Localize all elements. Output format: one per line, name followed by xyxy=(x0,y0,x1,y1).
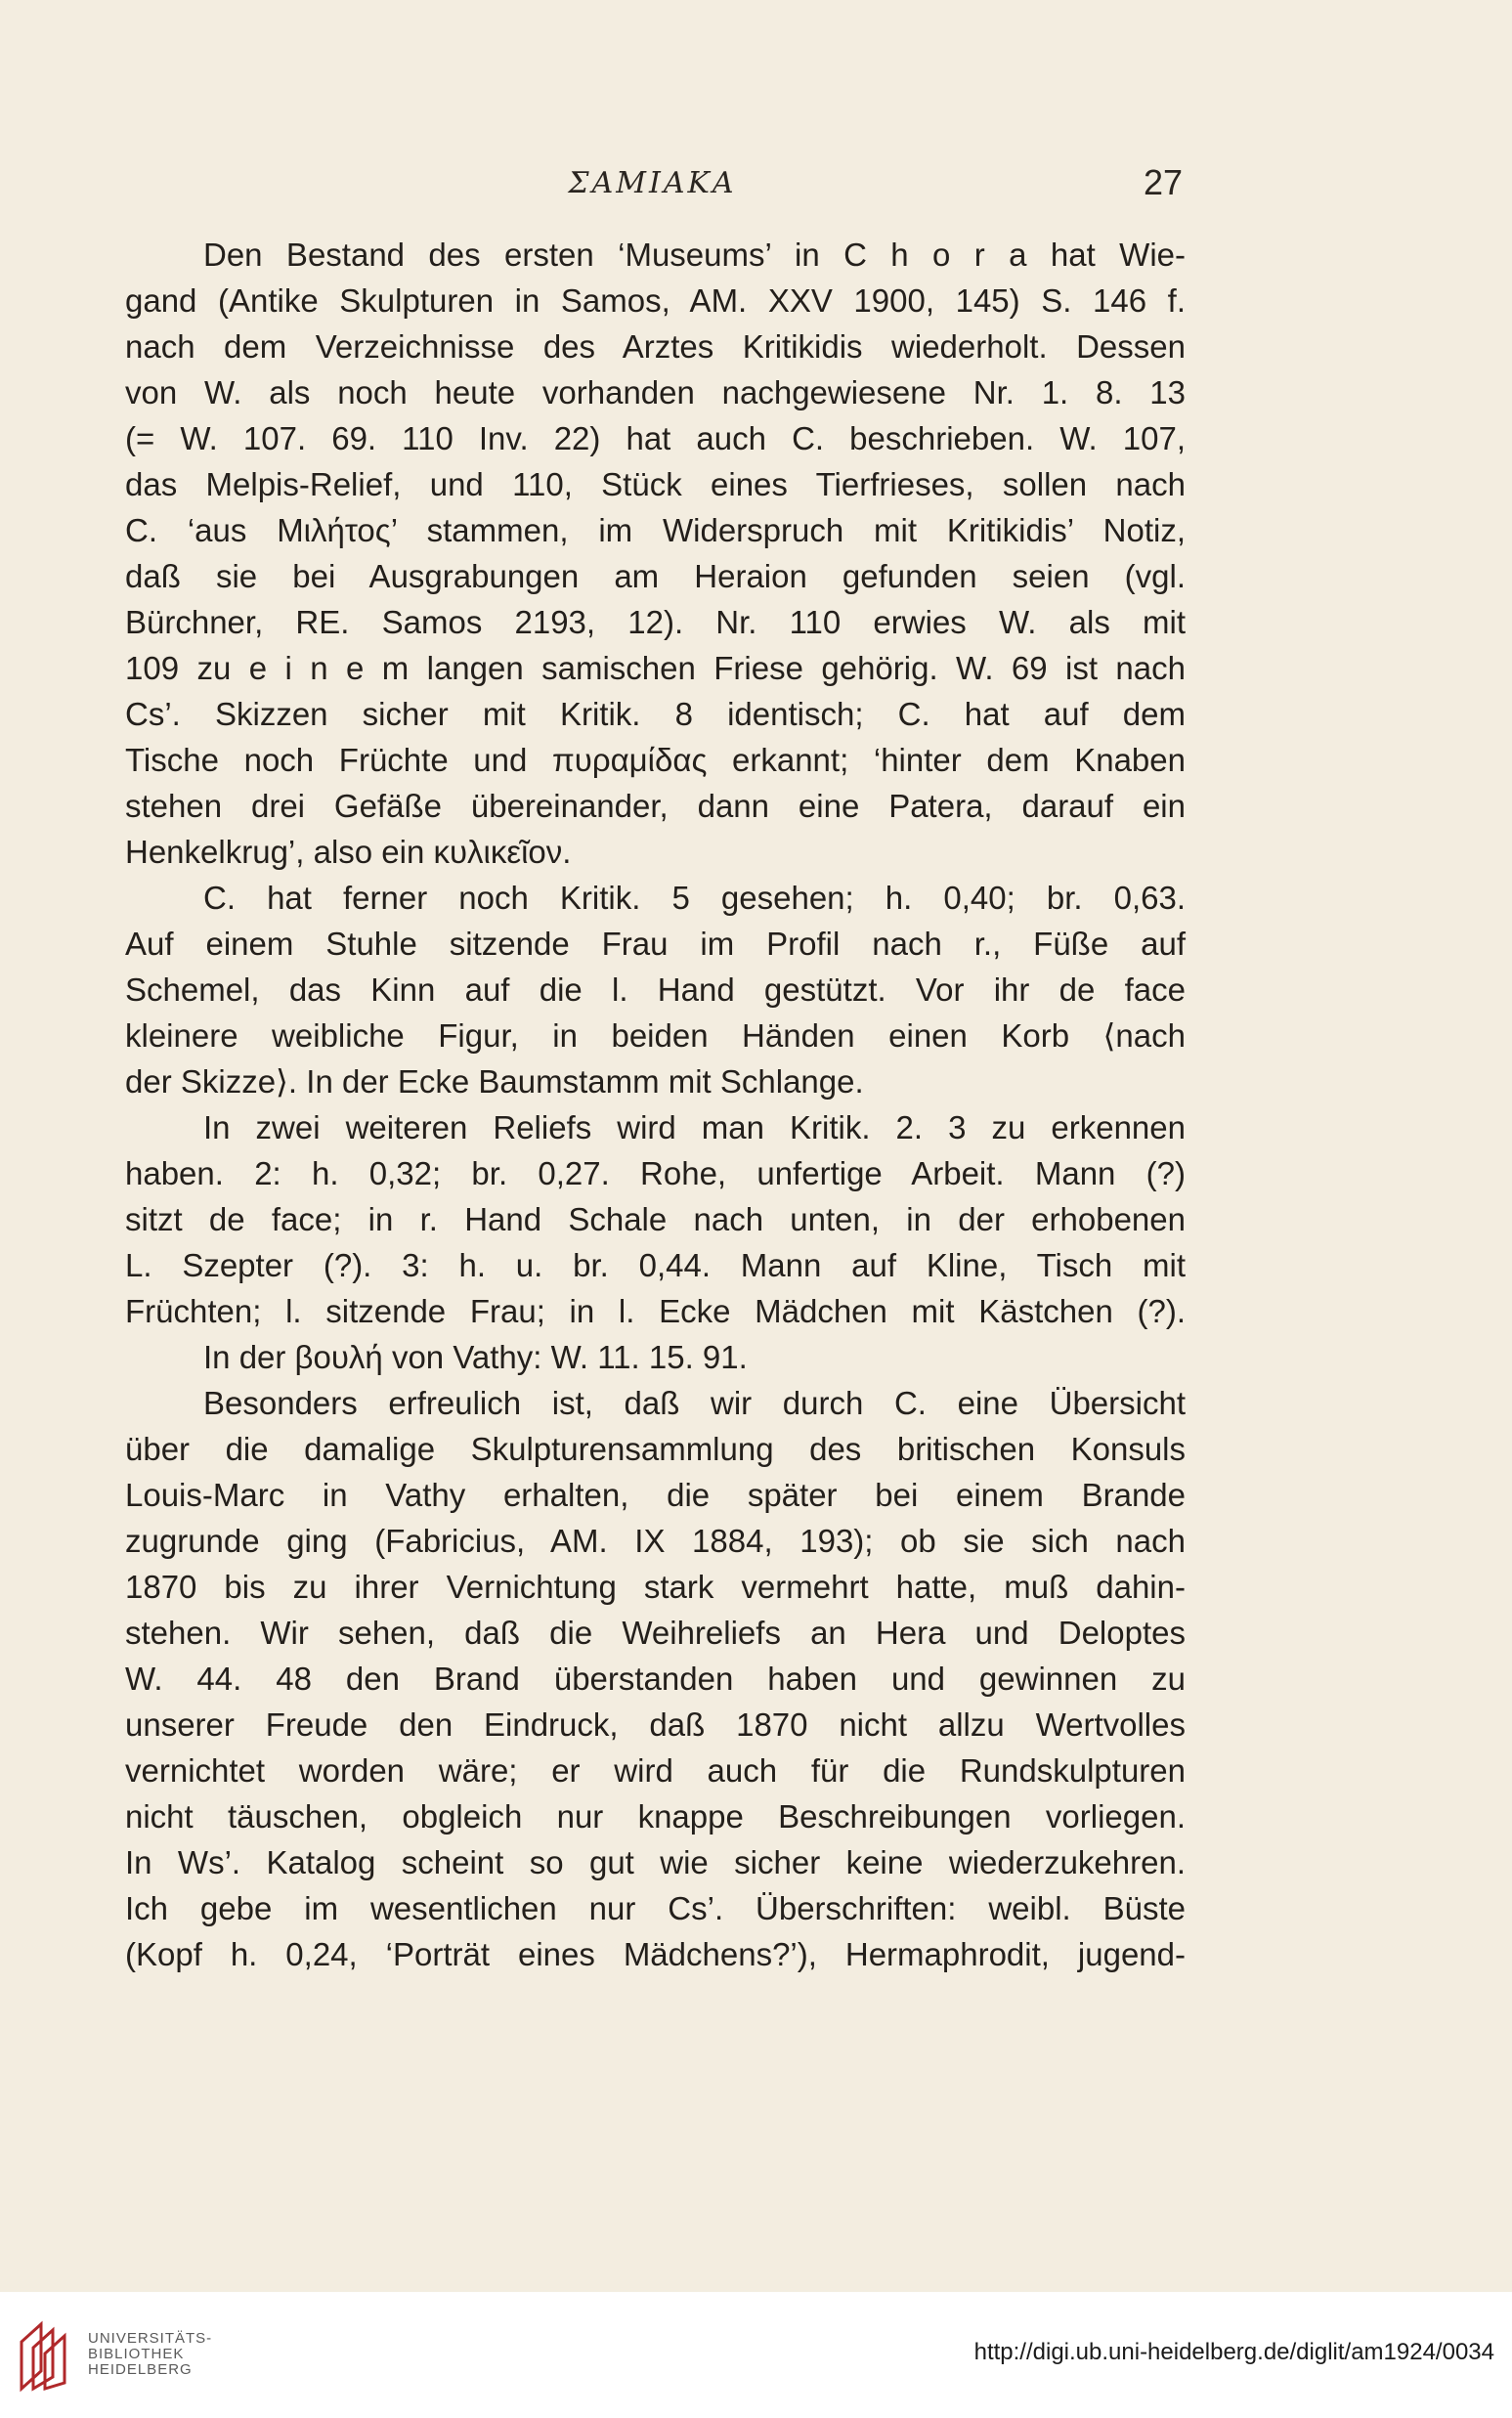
text-line: gand (Antike Skulpturen in Samos, AM. XXV 1900, 145) S. 146 f. xyxy=(125,282,1186,319)
text-line: Bürchner, RE. Samos 2193, 12). Nr. 110 erwies W. als mit xyxy=(125,604,1186,640)
text-line: In Ws’. Katalog scheint so gut wie sicher keine wiederzukehren. xyxy=(125,1844,1186,1880)
text-line: C. hat ferner noch Kritik. 5 gesehen; h. 0,40; br. 0,63. xyxy=(203,880,1186,916)
text-line: C. ‘aus Μιλήτος’ stammen, im Widerspruch mit Kritikidis’ Notiz, xyxy=(125,512,1186,548)
text-line: W. 44. 48 den Brand überstanden haben und gewinnen zu xyxy=(125,1661,1186,1697)
text-line: In zwei weiteren Reliefs wird man Kritik. 2. 3 zu erkennen xyxy=(203,1109,1186,1145)
footer-bar xyxy=(0,2292,1512,2418)
text-line: Früchten; l. sitzende Frau; in l. Ecke Mädchen mit Kästchen (?). xyxy=(125,1293,1186,1329)
text-line: stehen drei Gefäße übereinander, dann eine Patera, darauf ein xyxy=(125,788,1186,824)
library-name-line: HEIDELBERG xyxy=(88,2361,193,2378)
text-line: unserer Freude den Eindruck, daß 1870 nicht allzu Wertvolles xyxy=(125,1706,1186,1743)
text-line: stehen. Wir sehen, daß die Weihreliefs an Hera und Deloptes xyxy=(125,1615,1186,1651)
text-line: Louis-Marc in Vathy erhalten, die später bei einem Brande xyxy=(125,1477,1186,1513)
text-line: der Skizze⟩. In der Ecke Baumstamm mit Schlange. xyxy=(125,1063,864,1100)
text-line: Schemel, das Kinn auf die l. Hand gestützt. Vor ihr de face xyxy=(125,972,1186,1008)
library-name-line: BIBLIOTHEK xyxy=(88,2346,185,2362)
text-line: In der βουλή von Vathy: W. 11. 15. 91. xyxy=(203,1339,748,1375)
page-number: 27 xyxy=(1143,162,1183,202)
text-line: (= W. 107. 69. 110 Inv. 22) hat auch C. beschrieben. W. 107, xyxy=(125,420,1186,456)
text-line: das Melpis-Relief, und 110, Stück eines Tierfrieses, sollen nach xyxy=(125,466,1186,502)
running-title: ΣΑΜΙΑΚΑ xyxy=(568,166,737,200)
text-line: 109 zu e i n e m langen samischen Friese gehörig. W. 69 ist nach xyxy=(125,650,1186,686)
body-text xyxy=(125,232,1186,1977)
text-line: über die damalige Skulpturensammlung des britischen Konsuls xyxy=(125,1431,1186,1467)
text-line: Tische noch Früchte und πυραμίδας erkannt; ‘hinter dem Knaben xyxy=(125,742,1186,778)
text-line: L. Szepter (?). 3: h. u. br. 0,44. Mann auf Kline, Tisch mit xyxy=(125,1247,1186,1283)
text-line: Ich gebe im wesentlichen nur Cs’. Überschriften: weibl. Büste xyxy=(125,1890,1186,1926)
text-line: nicht täuschen, obgleich nur knappe Beschreibungen vorliegen. xyxy=(125,1798,1186,1835)
text-line: Henkelkrug’, also ein κυλικεῖον. xyxy=(125,834,572,870)
text-line: daß sie bei Ausgrabungen am Heraion gefunden seien (vgl. xyxy=(125,558,1186,594)
text-line: kleinere weibliche Figur, in beiden Händen einen Korb ⟨nach xyxy=(125,1017,1186,1054)
library-name-line: UNIVERSITÄTS- xyxy=(88,2330,213,2347)
library-name xyxy=(88,2331,212,2378)
text-line: vernichtet worden wäre; er wird auch für die Rundskulpturen xyxy=(125,1752,1186,1789)
text-line: sitzt de face; in r. Hand Schale nach unten, in der erhobenen xyxy=(125,1201,1186,1237)
text-line: Besonders erfreulich ist, daß wir durch C. eine Übersicht xyxy=(203,1385,1186,1421)
source-url-link[interactable]: http://digi.ub.uni-heidelberg.de/diglit/am1924/0034 xyxy=(973,2339,1494,2365)
text-line: (Kopf h. 0,24, ‘Porträt eines Mädchens?’), Hermaphrodit, jugend- xyxy=(125,1936,1186,1972)
text-line: zugrunde ging (Fabricius, AM. IX 1884, 193); ob sie sich nach xyxy=(125,1523,1186,1559)
text-line: von W. als noch heute vorhanden nachgewiesene Nr. 1. 8. 13 xyxy=(125,374,1186,410)
text-line: Cs’. Skizzen sicher mit Kritik. 8 identisch; C. hat auf dem xyxy=(125,696,1186,732)
text-line: 1870 bis zu ihrer Vernichtung stark vermehrt hatte, muß dahin- xyxy=(125,1569,1186,1605)
text-line: Auf einem Stuhle sitzende Frau im Profil nach r., Füße auf xyxy=(125,926,1186,962)
text-line: nach dem Verzeichnisse des Arztes Kritikidis wiederholt. Dessen xyxy=(125,328,1186,365)
text-line: Den Bestand des ersten ‘Museums’ in C h o r a hat Wie- xyxy=(203,237,1186,273)
text-line: haben. 2: h. 0,32; br. 0,27. Rohe, unfertige Arbeit. Mann (?) xyxy=(125,1155,1186,1191)
library-logo-icon xyxy=(18,2318,76,2393)
running-head xyxy=(122,162,1183,215)
